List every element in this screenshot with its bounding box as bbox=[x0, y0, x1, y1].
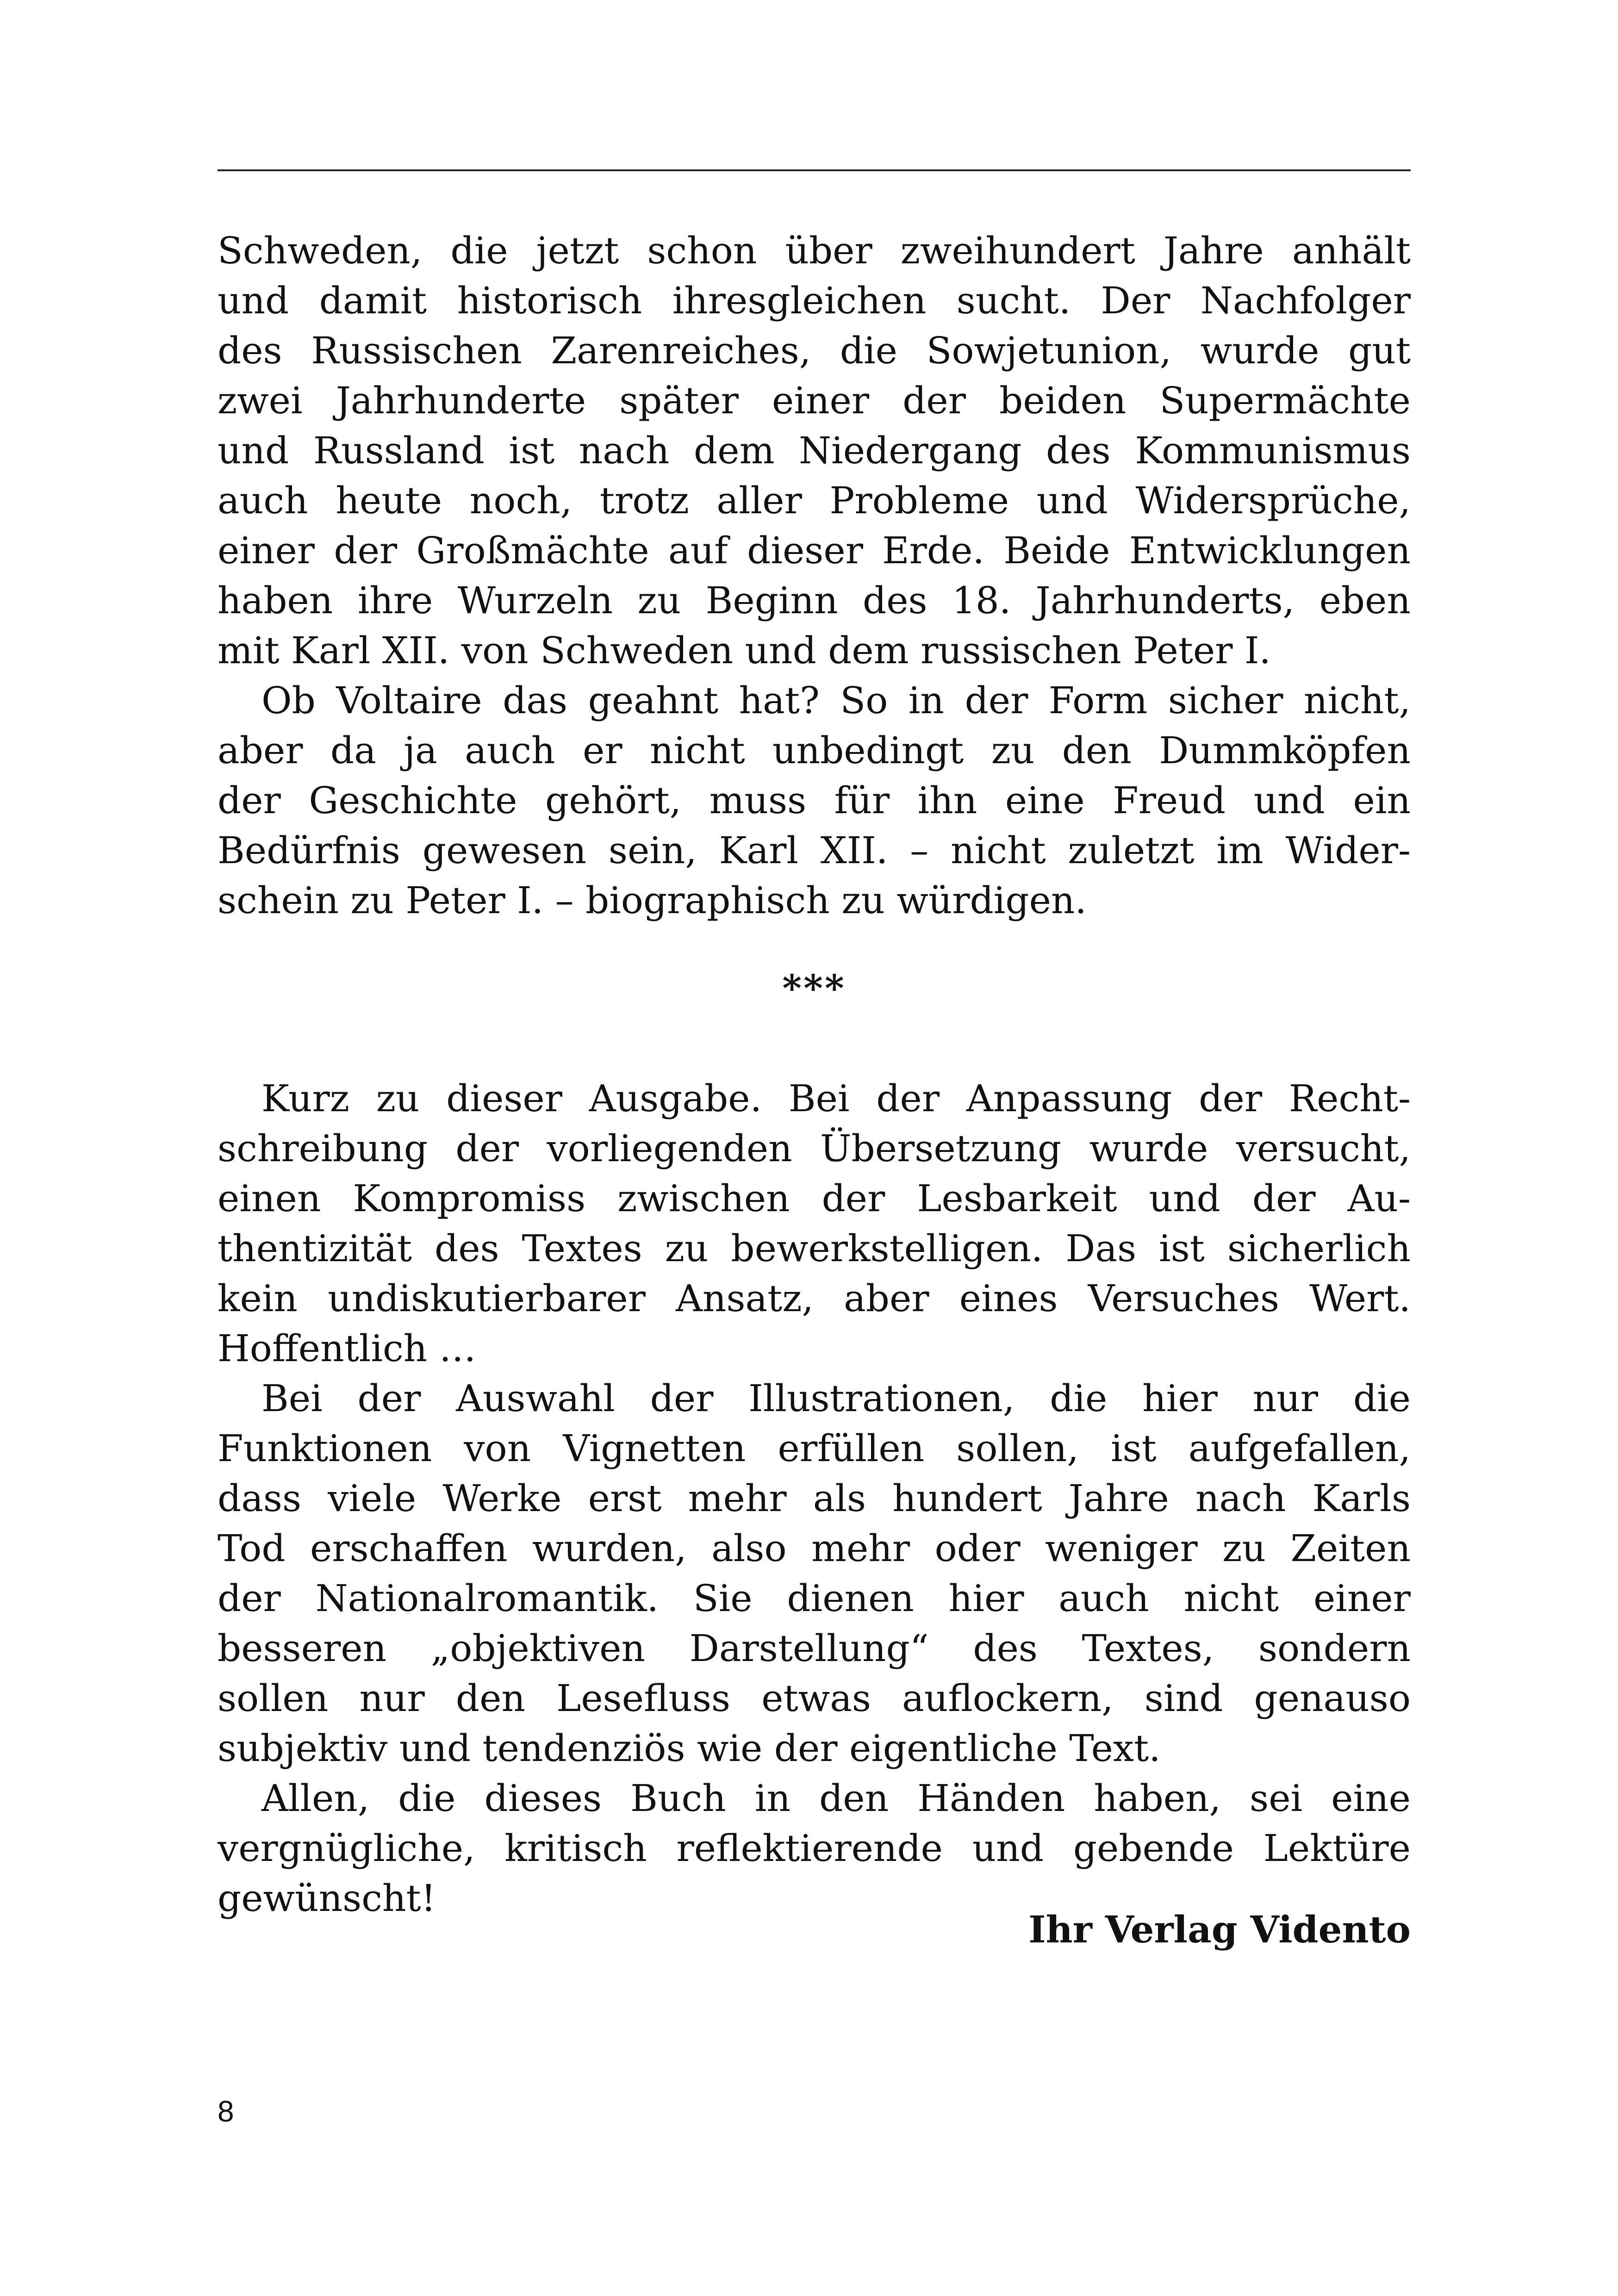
text-line: Kurz zu dieser Ausgabe. Bei der Anpassung der Recht- bbox=[261, 1077, 1411, 1120]
text-line: einer der Großmächte auf dieser Erde. Beide Entwicklungen bbox=[218, 529, 1411, 572]
text-line: Ob Voltaire das geahnt hat? So in der Form sicher nicht, bbox=[261, 679, 1411, 722]
text-line: Schweden, die jetzt schon über zweihundert Jahre anhält bbox=[218, 229, 1411, 272]
text-line: auch heute noch, trotz aller Probleme und Widersprüche, bbox=[218, 479, 1411, 522]
body-text-bottom bbox=[218, 1074, 1411, 1923]
text-line: Bei der Auswahl der Illustrationen, die hier nur die bbox=[261, 1377, 1411, 1420]
text-line: kein undiskutierbarer Ansatz, aber eines Versuches Wert. bbox=[218, 1277, 1411, 1320]
text-line: der Nationalromantik. Sie dienen hier auch nicht einer bbox=[218, 1577, 1411, 1620]
text-line: schreibung der vorliegenden Übersetzung wurde versucht, bbox=[218, 1127, 1411, 1170]
text-line: Funktionen von Vignetten erfüllen sollen, ist aufgefallen, bbox=[218, 1427, 1411, 1470]
text-line: schein zu Peter I. – biographisch zu würdigen. bbox=[218, 879, 1087, 922]
text-line: sollen nur den Lesefluss etwas auflockern, sind genauso bbox=[218, 1677, 1411, 1720]
publisher-signature: Ihr Verlag Vidento bbox=[1028, 1908, 1411, 1951]
page-number: 8 bbox=[218, 2095, 234, 2128]
paragraph bbox=[218, 226, 1411, 676]
text-line: aber da ja auch er nicht unbedingt zu den Dummköpfen bbox=[218, 729, 1411, 772]
text-line: Hoffentlich … bbox=[218, 1327, 476, 1370]
text-line: der Geschichte gehört, muss für ihn eine Freud und ein bbox=[218, 779, 1411, 822]
text-line: gewünscht! bbox=[218, 1877, 436, 1920]
paragraph bbox=[218, 1074, 1411, 1374]
text-line: mit Karl XII. von Schweden und dem russischen Peter I. bbox=[218, 629, 1271, 672]
text-line: einen Kompromiss zwischen der Lesbarkeit und der Au- bbox=[218, 1177, 1411, 1220]
paragraph bbox=[218, 1773, 1411, 1923]
text-line: vergnügliche, kritisch reflektierende und gebende Lektüre bbox=[218, 1827, 1411, 1870]
text-line: Tod erschaffen wurden, also mehr oder weniger zu Zeiten bbox=[218, 1527, 1411, 1570]
text-line: thentizität des Textes zu bewerkstelligen. Das ist sicherlich bbox=[218, 1227, 1411, 1270]
text-line: Bedürfnis gewesen sein, Karl XII. – nicht zuletzt im Wider- bbox=[218, 829, 1411, 872]
text-line: haben ihre Wurzeln zu Beginn des 18. Jahrhunderts, eben bbox=[218, 579, 1411, 622]
text-line: subjektiv und tendenziös wie der eigentliche Text. bbox=[218, 1727, 1161, 1770]
text-line: des Russischen Zarenreiches, die Sowjetunion, wurde gut bbox=[218, 329, 1411, 372]
paragraph bbox=[218, 676, 1411, 926]
text-line: besseren „objektiven Darstellung“ des Textes, sondern bbox=[218, 1627, 1411, 1670]
text-line: Allen, die dieses Buch in den Händen haben, sei eine bbox=[261, 1777, 1411, 1820]
text-line: und damit historisch ihresgleichen sucht. Der Nachfolger bbox=[218, 279, 1411, 322]
header-rule bbox=[218, 169, 1411, 171]
text-line: und Russland ist nach dem Niedergang des Kommunismus bbox=[218, 429, 1411, 472]
text-line: dass viele Werke erst mehr als hundert Jahre nach Karls bbox=[218, 1477, 1411, 1520]
paragraph bbox=[218, 1374, 1411, 1773]
body-text-top bbox=[218, 226, 1411, 926]
text-line: zwei Jahrhunderte später einer der beiden Supermächte bbox=[218, 379, 1411, 422]
section-ornament: *** bbox=[782, 966, 846, 1010]
